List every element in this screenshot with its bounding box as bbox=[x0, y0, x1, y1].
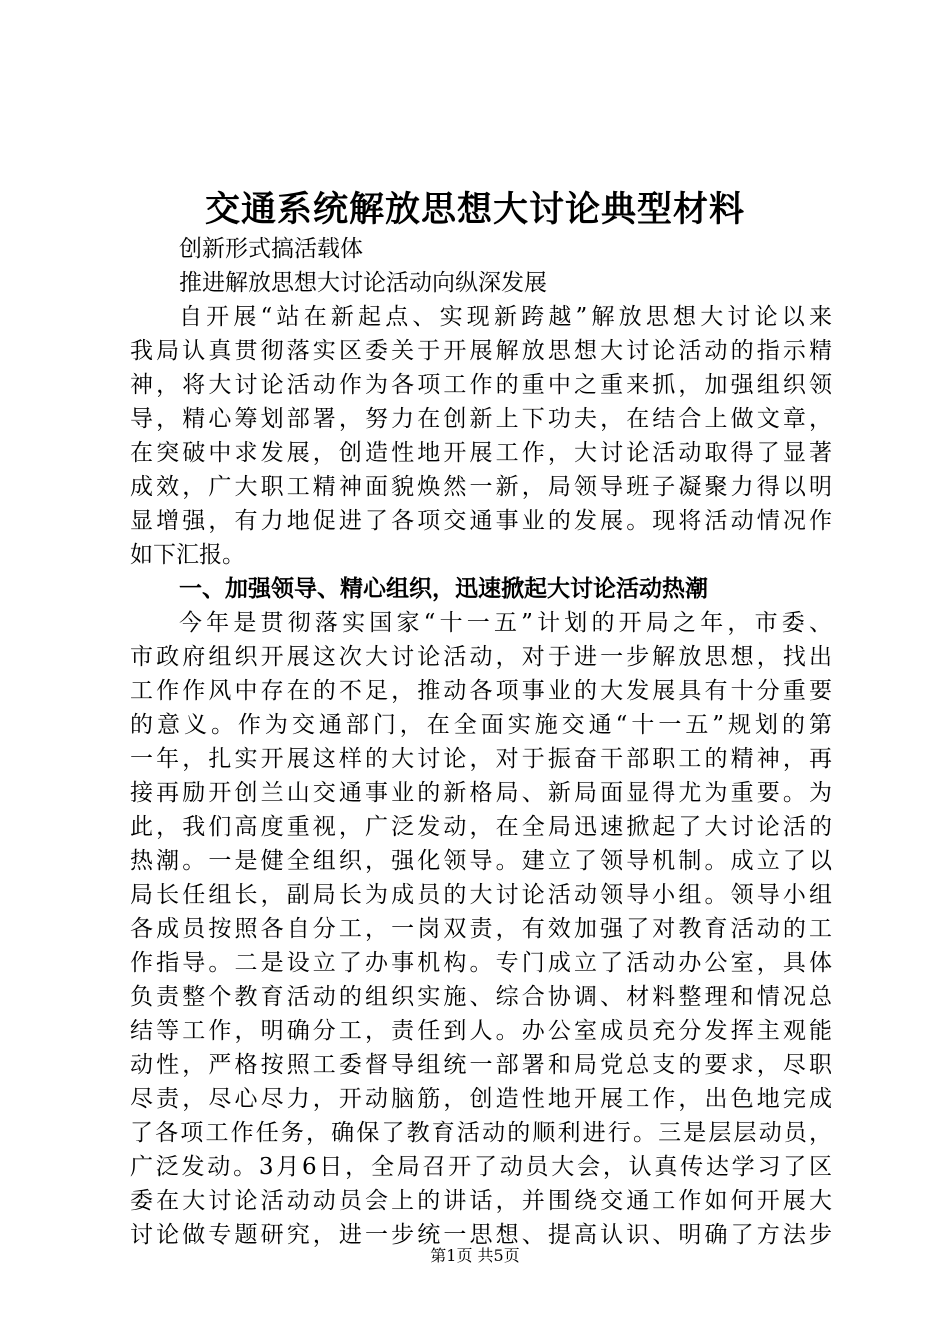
paragraph-line: 显增强，有力地促进了各项交通事业的发展。现将活动情况作 bbox=[130, 508, 832, 534]
paragraph-line: 各成员按照各自分工，一岗双责，有效加强了对教育活动的工 bbox=[130, 916, 832, 942]
paragraph-line: 了各项工作任务，确保了教育活动的顺利进行。三是层层动员， bbox=[130, 1120, 832, 1146]
paragraph-line: 的意义。作为交通部门，在全面实施交通“十一五”规划的第 bbox=[130, 712, 832, 738]
paragraph-line: 今年是贯彻落实国家“十一五”计划的开局之年，市委、 bbox=[179, 610, 832, 636]
page-footer: 第1页 共5页 bbox=[430, 1246, 520, 1265]
paragraph-line: 热潮。一是健全组织，强化领导。建立了领导机制。成立了以 bbox=[130, 848, 832, 874]
document-title: 交通系统解放思想大讨论典型材料 bbox=[204, 189, 745, 230]
paragraph-line: 神，将大讨论活动作为各项工作的重中之重来抓，加强组织领 bbox=[130, 372, 832, 398]
paragraph-line: 广泛发动。3月6日，全局召开了动员大会，认真传达学习了区 bbox=[130, 1154, 832, 1180]
paragraph-line: 成效，广大职工精神面貌焕然一新，局领导班子凝聚力得以明 bbox=[130, 474, 832, 500]
section-heading: 一、加强领导、精心组织，迅速掀起大讨论活动热潮 bbox=[179, 575, 708, 602]
paragraph-line: 尽责，尽心尽力，开动脑筋，创造性地开展工作，出色地完成 bbox=[130, 1086, 832, 1112]
paragraph-line: 一年，扎实开展这样的大讨论，对于振奋干部职工的精神，再 bbox=[130, 746, 832, 772]
paragraph-line: 负责整个教育活动的组织实施、综合协调、材料整理和情况总 bbox=[130, 984, 832, 1010]
paragraph-line: 市政府组织开展这次大讨论活动，对于进一步解放思想，找出 bbox=[130, 644, 832, 670]
paragraph-line: 局长任组长，副局长为成员的大讨论活动领导小组。领导小组 bbox=[130, 882, 832, 908]
paragraph-line: 在突破中求发展，创造性地开展工作，大讨论活动取得了显著 bbox=[130, 440, 832, 466]
paragraph-line: 工作作风中存在的不足，推动各项事业的大发展具有十分重要 bbox=[130, 678, 832, 704]
paragraph-line: 作指导。二是设立了办事机构。专门成立了活动办公室，具体 bbox=[130, 950, 832, 976]
paragraph-line: 如下汇报。 bbox=[130, 542, 245, 568]
paragraph-line: 自开展“站在新起点、实现新跨越”解放思想大讨论以来 bbox=[179, 304, 832, 330]
paragraph-line: 此，我们高度重视，广泛发动，在全局迅速掀起了大讨论活的 bbox=[130, 814, 832, 840]
subtitle-line: 推进解放思想大讨论活动向纵深发展 bbox=[179, 270, 547, 296]
paragraph-line: 动性，严格按照工委督导组统一部署和局党总支的要求，尽职 bbox=[130, 1052, 832, 1078]
paragraph-line: 讨论做专题研究，进一步统一思想、提高认识、明确了方法步 bbox=[130, 1222, 832, 1248]
paragraph-line: 接再励开创兰山交通事业的新格局、新局面显得尤为重要。为 bbox=[130, 780, 832, 806]
subtitle-line: 创新形式搞活载体 bbox=[179, 236, 363, 262]
document-body bbox=[130, 232, 832, 1252]
paragraph-line: 导，精心筹划部署，努力在创新上下功夫，在结合上做文章， bbox=[130, 406, 832, 432]
paragraph-line: 结等工作，明确分工，责任到人。办公室成员充分发挥主观能 bbox=[130, 1018, 832, 1044]
paragraph-line: 委在大讨论活动动员会上的讲话，并围绕交通工作如何开展大 bbox=[130, 1188, 832, 1214]
paragraph-line: 我局认真贯彻落实区委关于开展解放思想大讨论活动的指示精 bbox=[130, 338, 832, 364]
